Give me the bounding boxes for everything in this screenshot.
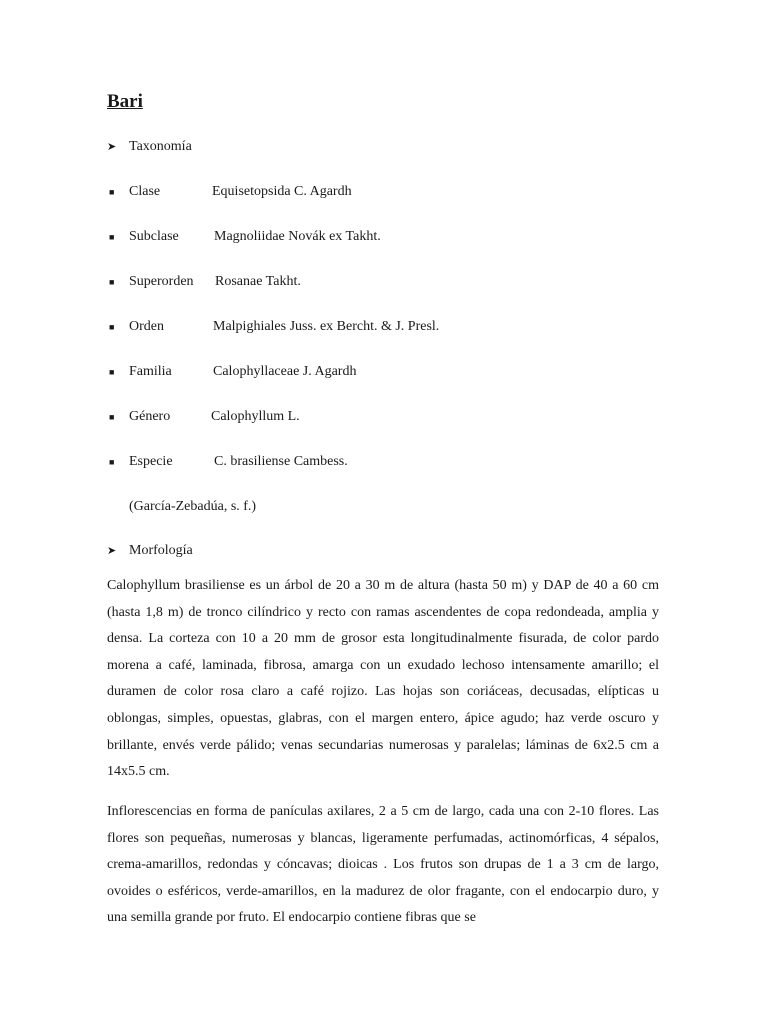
taxonomy-rank: Clase — [129, 184, 161, 199]
taxonomy-name: Calophyllaceae J. Agardh — [213, 364, 357, 379]
body-paragraph: Calophyllum brasiliense es un árbol de 20 a 30 m de altura (hasta 50 m) y DAP de 40 a 60 cm (hasta 1,8 m) de tronco cilíndrico y recto con ramas ascendentes de copa redondeada, amplia y densa. La corteza con 10 a 20 mm de grosor esta longitudinalmente fisurada, de color pardo morena a café, laminada, fibrosa, amarga con un exudado lechoso intensamente amarillo; el duramen de color rosa claro a café rojizo. Las hojas son coriáceas, decusadas, elípticas u oblongas, simples, opuestas, glabras, con el margen entero, ápice agudo; haz verde oscuro y brillante, envés verde pálido; venas secundarias numerosas y paralelas; láminas de 6x2.5 cm a 14x5.5 cm. — [107, 578, 659, 780]
square-bullet-icon: ■ — [109, 322, 115, 332]
taxonomy-name: Malpighiales Juss. ex Bercht. & J. Presl. — [213, 319, 440, 334]
taxonomy-name: Calophyllum L. — [211, 409, 300, 424]
taxonomy-rank: Subclase — [129, 229, 179, 244]
square-bullet-icon: ■ — [109, 187, 115, 197]
taxonomy-rank: Orden — [129, 319, 164, 334]
taxonomy-name: C. brasiliense Cambess. — [214, 454, 348, 469]
arrow-bullet-icon: ➤ — [107, 141, 117, 153]
square-bullet-icon: ■ — [109, 457, 115, 467]
section-heading-label: Morfología — [129, 543, 193, 558]
body-paragraph: Inflorescencias en forma de panículas axilares, 2 a 5 cm de largo, cada una con 2-10 flores. Las flores son pequeñas, numerosas y blancas, ligeramente perfumadas, actinomórficas, 4 sépalos, crema-amarillos, redondas y cóncavas; dioicas . Los frutos son drupas de 1 a 3 cm de largo, ovoides o esféricos, verde-amarillos, en la madurez de olor fragante, con el endocarpio duro, y una semilla grande por fruto. El endocarpio contiene fibras que se — [107, 804, 659, 926]
square-bullet-icon: ■ — [109, 412, 115, 422]
square-bullet-icon: ■ — [109, 232, 115, 242]
citation: (García-Zebadúa, s. f.) — [129, 499, 257, 514]
square-bullet-icon: ■ — [109, 277, 115, 287]
taxonomy-name: Rosanae Takht. — [215, 274, 301, 289]
taxonomy-rank: Especie — [129, 454, 173, 469]
taxonomy-name: Magnoliidae Novák ex Takht. — [214, 229, 381, 244]
taxonomy-rank: Superorden — [129, 274, 194, 289]
arrow-bullet-icon: ➤ — [107, 545, 117, 557]
square-bullet-icon: ■ — [109, 367, 115, 377]
taxonomy-rank: Familia — [129, 364, 172, 379]
document-title: Bari — [107, 91, 143, 112]
section-heading-label: Taxonomía — [129, 139, 192, 154]
taxonomy-rank: Género — [129, 409, 171, 424]
taxonomy-name: Equisetopsida C. Agardh — [212, 184, 352, 199]
